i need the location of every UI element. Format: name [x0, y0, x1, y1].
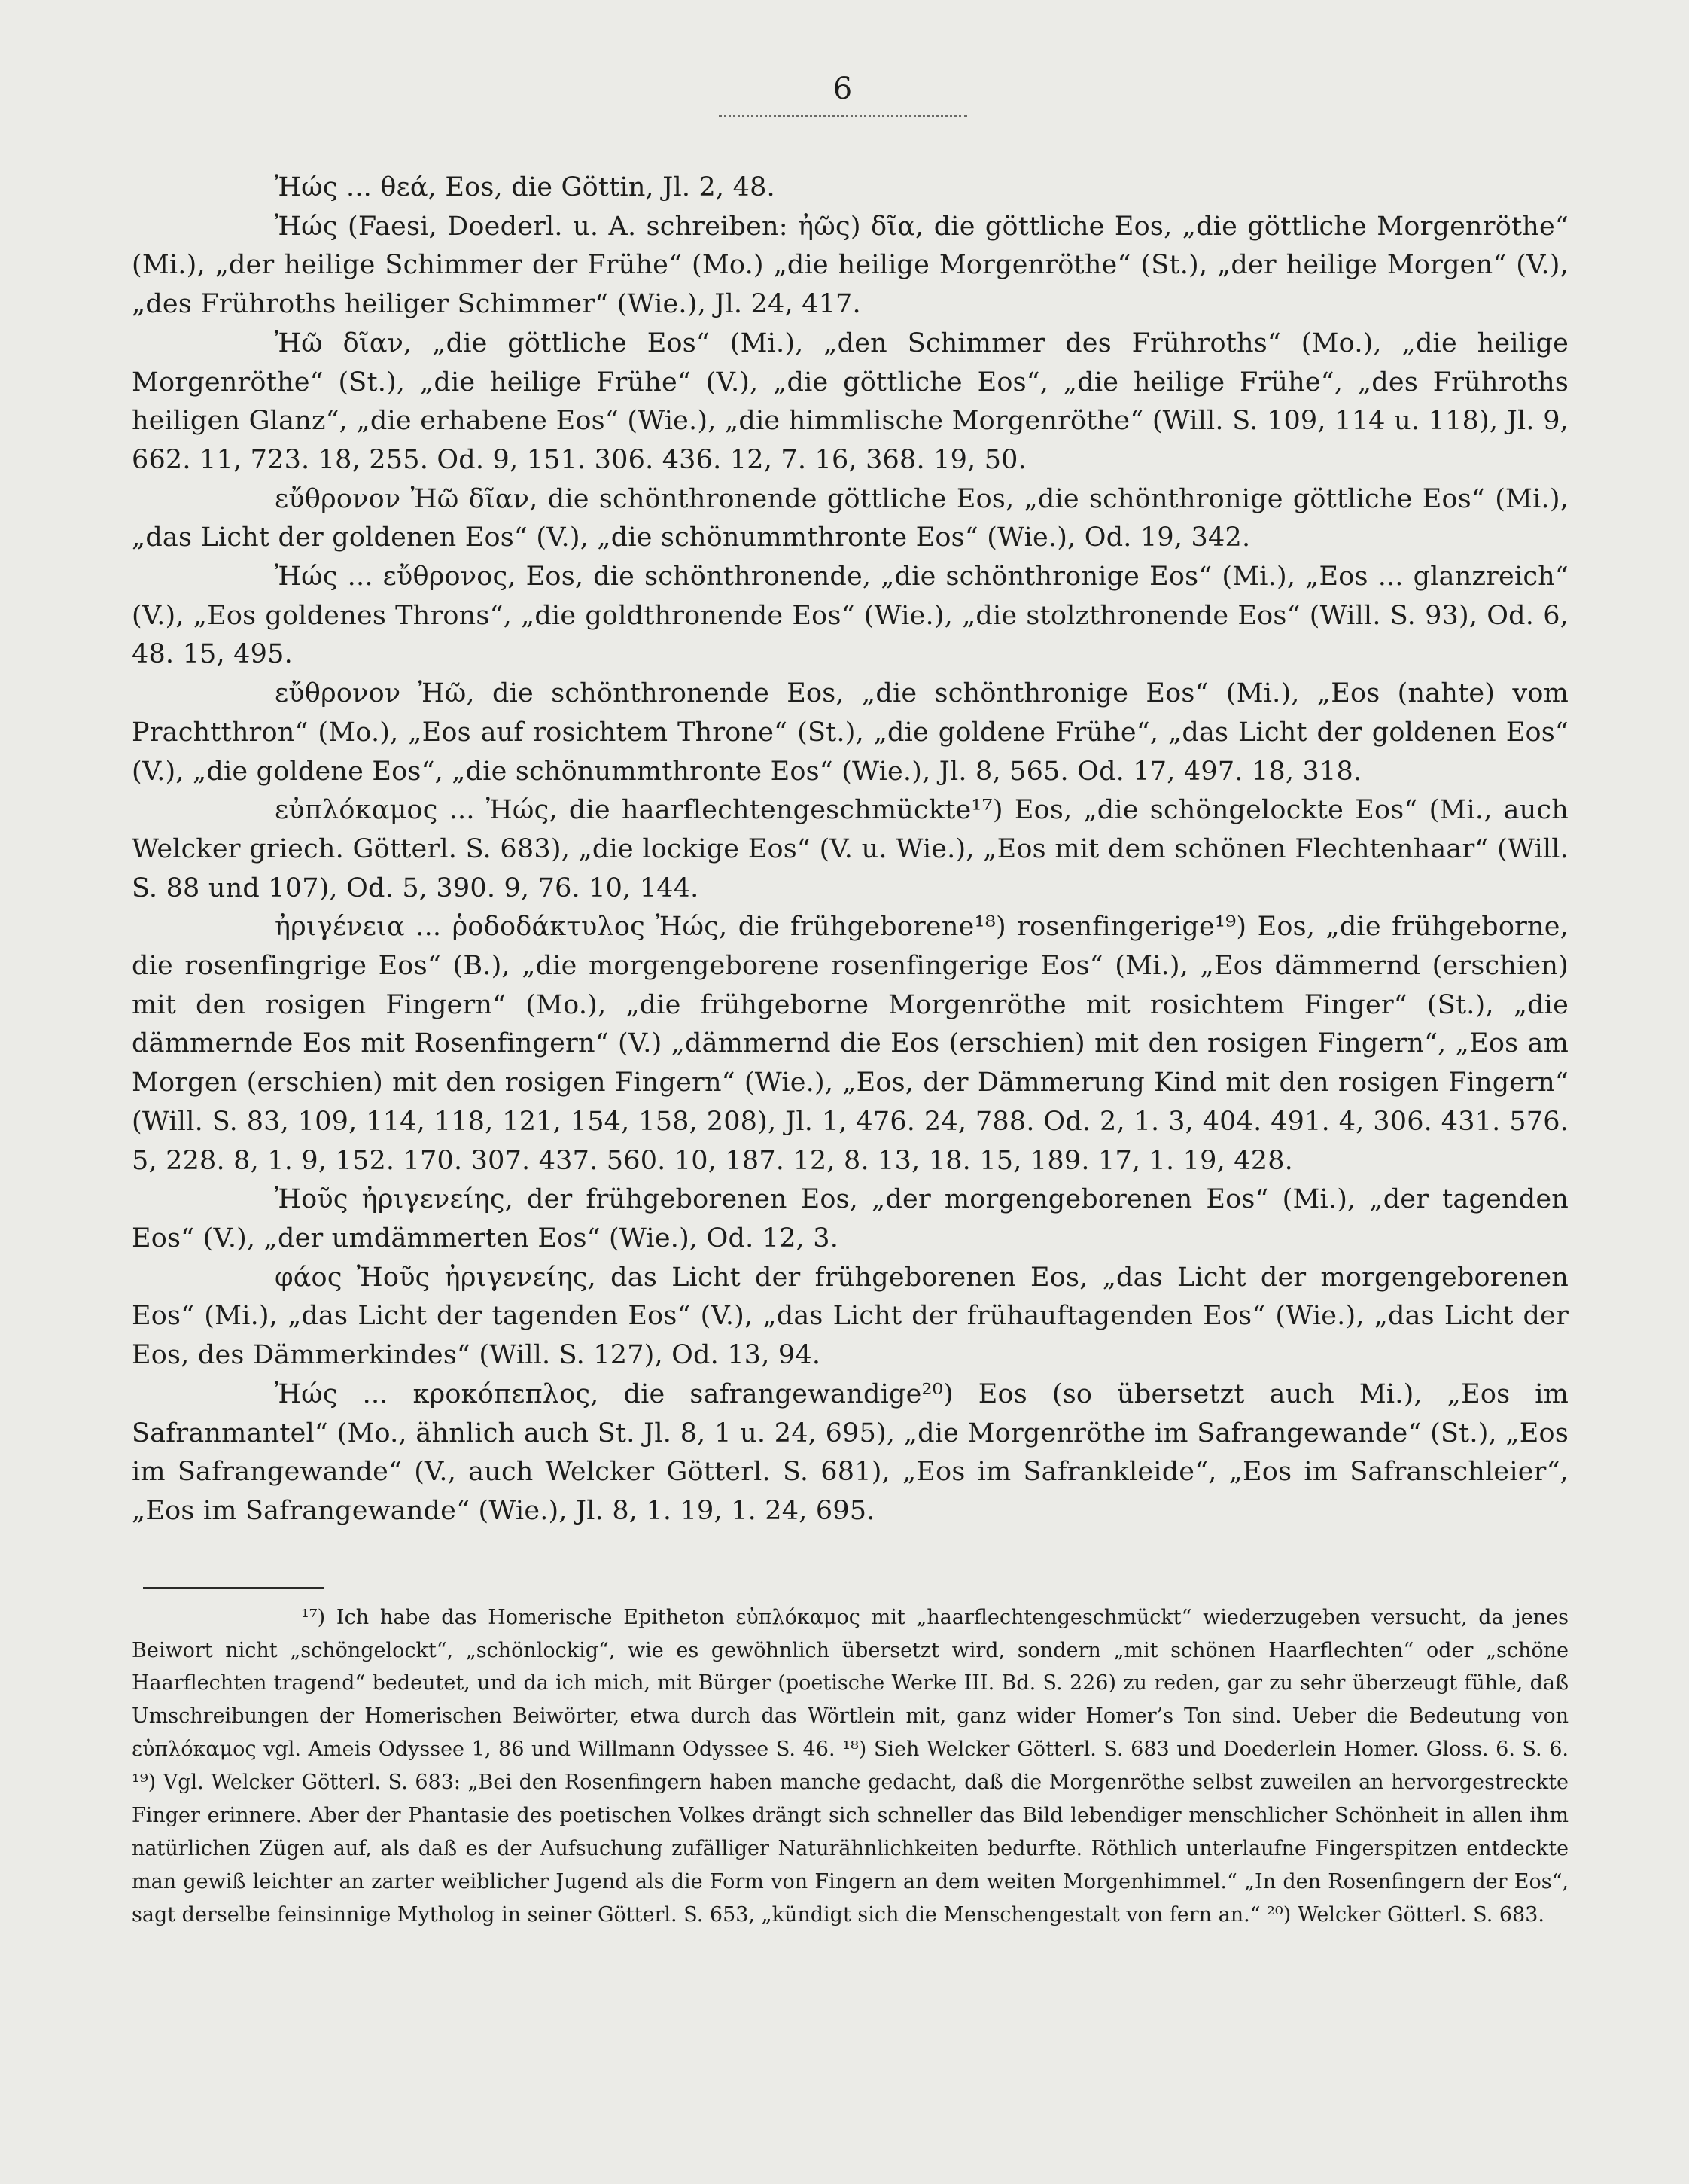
page-number: 6 [832, 72, 853, 106]
epithet-entries [132, 169, 1569, 1531]
entry-erigeneia: ἠριγένεια ... ῥοδοδάκτυλος Ἠώς, die frühgeborene¹⁸) rosenfingerige¹⁹) Eos, „die frühgeborne, die rosenfingrige Eos“ (B.), „die morgengeborene rosenfingerige Eos“ (Mi.), „Eos dämmernd (erschien) mit den rosigen Fingern“ (Mo.), „die frühgeborne Morgenröthe mit rosichtem Finger“ (St.), „die dämmernde Eos mit Rosenfingern“ (V.) „dämmernd die Eos (erschien) mit den rosigen Fingern“, „Eos am Morgen (erschien) mit den rosigen Fingern“ (Wie.), „Eos, der Dämmerung Kind mit den rosigen Fingern“ (Will. S. 83, 109, 114, 118, 121, 154, 158, 208), Jl. 1, 476. 24, 788. Od. 2, 1. 3, 404. 491. 4, 306. 431. 576. 5, 228. 8, 1. 9, 152. 170. 307. 437. 560. 10, 187. 12, 8. 13, 18. 15, 189. 17, 1. 19, 428. [132, 912, 1569, 1176]
entry-krokopeplos: Ἠώς ... κροκόπεπλος, die safrangewandige²⁰) Eos (so übersetzt auch Mi.), „Eos im Safranmantel“ (Mo., ähnlich auch St. Jl. 8, 1 u. 24, 695), „die Morgenröthe im Safrangewande“ (St.), „Eos im Safrangewande“ (V., auch Welcker Götterl. S. 681), „Eos im Safrankleide“, „Eos im Safranschleier“, „Eos im Safrangewande“ (Wie.), Jl. 8, 1. 19, 1. 24, 695. [132, 1378, 1569, 1526]
header-ornament [719, 115, 967, 117]
entry-eos-dia: Ἠώς (Faesi, Doederl. u. A. schreiben: ἠῶς) δῖα, die göttliche Eos, „die göttliche Morgenröthe“ (Mi.), „der heilige Schimmer der Frühe“ (Mo.) „die heilige Morgenröthe“ (St.), „der heilige Morgen“ (V.), „des Frühroths heiliger Schimmer“ (Wie.), Jl. 24, 417. [132, 211, 1569, 320]
entry-phaos-eous: φάος Ἠοῦς ἠριγενείης, das Licht der frühgeborenen Eos, „das Licht der morgengeborenen Eos“ (Mi.), „das Licht der tagenden Eos“ (V.), „das Licht der frühauftagenden Eos“ (Wie.), „das Licht der Eos, des Dämmerkindes“ (Will. S. 127), Od. 13, 94. [132, 1262, 1569, 1371]
entry-euthronon-eo: εὔθρονον Ἠῶ, die schönthronende Eos, „die schönthronige Eos“ (Mi.), „Eos (nahte) vom Prachtthron“ (Mo.), „Eos auf rosichtem Throne“ (St.), „die goldene Frühe“, „das Licht der goldenen Eos“ (V.), „die goldene Eos“, „die schönummthronte Eos“ (Wie.), Jl. 8, 565. Od. 17, 497. 18, 318. [132, 678, 1569, 787]
entry-euthronon-eo-dian: εὔθρονον Ἠῶ δῖαν, die schönthronende göttliche Eos, „die schönthronige göttliche Eos“ (Mi.), „das Licht der goldenen Eos“ (V.), „die schönummthronte Eos“ (Wie.), Od. 19, 342. [132, 483, 1569, 553]
entry-euplokamos: εὐπλόκαμος ... Ἠώς, die haarflechtengeschmückte¹⁷) Eos, „die schöngelockte Eos“ (Mi., auch Welcker griech. Götterl. S. 683), „die lockige Eos“ (V. u. Wie.), „Eos mit dem schönen Flechtenhaar“ (Will. S. 88 und 107), Od. 5, 390. 9, 76. 10, 144. [132, 795, 1569, 903]
entry-eos-euthronos: Ἠώς ... εὔθρονος, Eos, die schönthronende, „die schönthronige Eos“ (Mi.), „Eos ... glanzreich“ (V.), „Eos goldenes Throns“, „die goldthronende Eos“ (Wie.), „die stolzthronende Eos“ (Will. S. 93), Od. 6, 48. 15, 495. [132, 562, 1569, 670]
entry-eo-dian: Ἠῶ δῖαν, „die göttliche Eos“ (Mi.), „den Schimmer des Frühroths“ (Mo.), „die heilige Morgenröthe“ (St.), „die heilige Frühe“ (V.), „die göttliche Eos“, „die heilige Frühe“, „des Frühroths heiligen Glanz“, „die erhabene Eos“ (Wie.), „die himmlische Morgenröthe“ (Will. S. 109, 114 u. 118), Jl. 9, 662. 11, 723. 18, 255. Od. 9, 151. 306. 436. 12, 7. 16, 368. 19, 50. [132, 327, 1569, 475]
entry-eos-thea: Ἠώς ... θεά, Eos, die Göttin, Jl. 2, 48. [275, 172, 775, 203]
footnotes [132, 1601, 1569, 1932]
footnote-text: ¹⁷) Ich habe das Homerische Epitheton εὐπλόκαμος mit „haarflechtengeschmückt“ wiederzugeben versucht, da jenes Beiwort nicht „schöngelockt“, „schönlockig“, wie es gewöhnlich übersetzt wird, sondern „mit schönen Haarflechten“ oder „schöne Haarflechten tragend“ bedeutet, und da ich mich, mit Bürger (poetische Werke III. Bd. S. 226) zu reden, gar zu sehr überzeugt fühle, daß Umschreibungen der Homerischen Beiwörter, etwa durch das Wörtlein mit, ganz wider Homer’s Ton sind. Ueber die Bedeutung von εὐπλόκαμος vgl. Ameis Odyssee 1, 86 und Willmann Odyssee S. 46. ¹⁸) Sieh Welcker Götterl. S. 683 und Doederlein Homer. Gloss. 6. S. 6. ¹⁹) Vgl. Welcker Götterl. S. 683: „Bei den Rosenfingern haben manche gedacht, daß die Morgenröthe selbst zuweilen an hervorgestreckte Finger erinnere. Aber der Phantasie des poetischen Volkes drängt sich schneller das Bild lebendiger menschlicher Schönheit in allen ihm natürlichen Zügen auf, als daß es der Aufsuchung zufälliger Naturähnlichkeiten bedurfte. Röthlich unterlaufne Fingerspitzen entdeckte man gewiß leichter an zarter weiblicher Jugend als die Form von Fingern an dem weiten Morgenhimmel.“ „In den Rosenfingern der Eos“, sagt derselbe feinsinnige Mytholog in seiner Götterl. S. 653, „kündigt sich die Menschengestalt von fern an.“ ²⁰) Welcker Götterl. S. 683. [132, 1605, 1569, 1927]
entry-eous-erigeneies: Ἠοῦς ἠριγενείης, der frühgeborenen Eos, „der morgengeborenen Eos“ (Mi.), „der tagenden Eos“ (V.), „der umdämmerten Eos“ (Wie.), Od. 12, 3. [132, 1184, 1569, 1253]
footnote-divider [143, 1587, 324, 1589]
